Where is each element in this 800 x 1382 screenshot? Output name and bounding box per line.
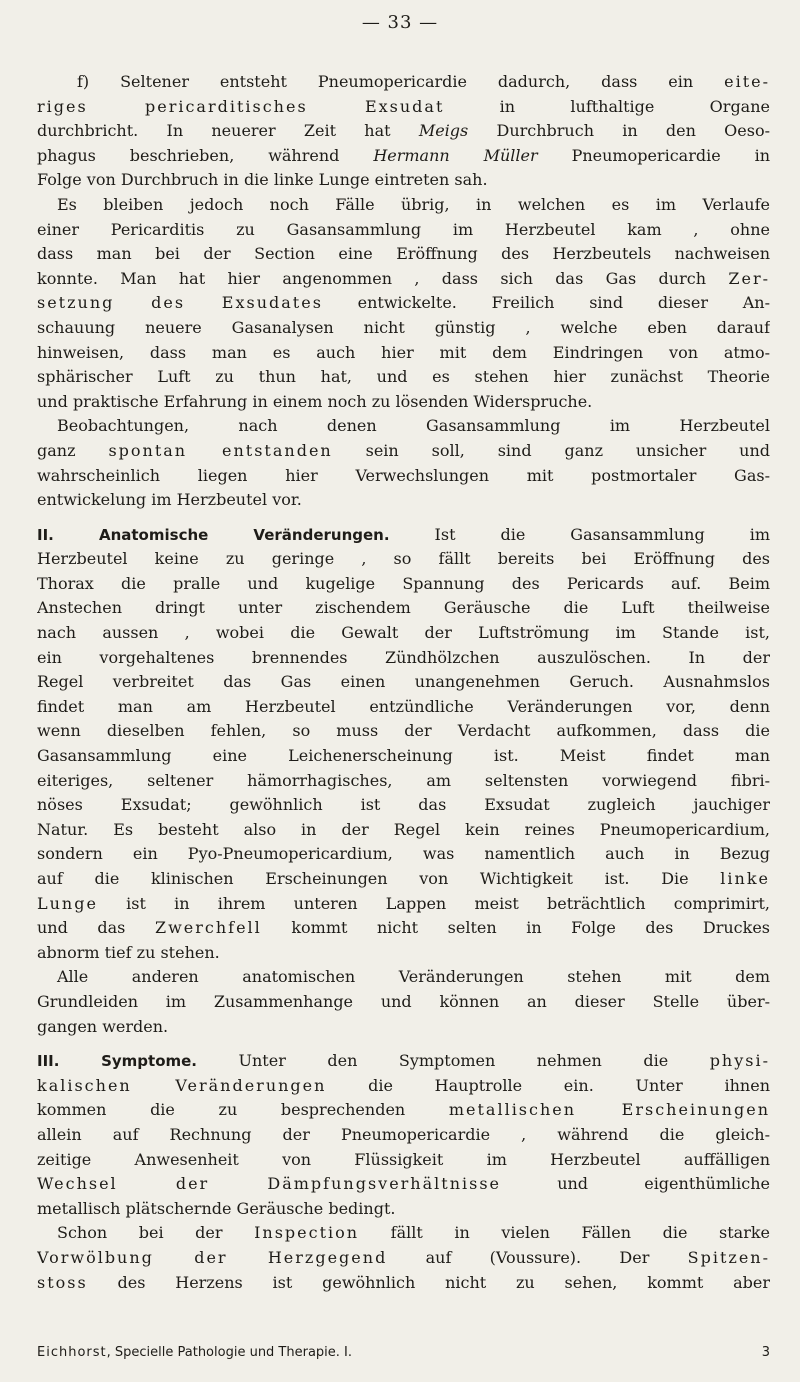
text-line	[37, 464, 770, 489]
text-segment: einer Pericarditis zu Gasansammlung im Herzbeutel kam , ohne	[37, 219, 770, 239]
text-line	[37, 547, 770, 572]
text-segment: Meigs	[418, 121, 469, 141]
text-segment: Grundleiden im Zusammenhange und können an dieser Stelle über-	[37, 991, 770, 1011]
text-line	[37, 1271, 770, 1296]
text-segment: Beobachtungen, nach denen Gasansammlung im Herzbeutel	[57, 416, 770, 436]
text-segment: entwickelung im Herzbeutel vor.	[37, 490, 302, 510]
text-segment: gangen werden.	[37, 1016, 169, 1036]
text-line	[37, 1074, 770, 1099]
text-line	[37, 193, 770, 218]
text-segment: physi-	[709, 1051, 770, 1071]
text-line	[37, 1197, 770, 1222]
text-segment: sphärischer Luft zu thun hat, und es stehen hier zunächst Theorie	[37, 367, 770, 387]
text-segment: Zwerchfell	[154, 918, 262, 938]
text-segment: und praktische Erfahrung in einem noch zu lösenden Widerspruche.	[37, 391, 593, 411]
text-segment: auf die klinischen Erscheinungen von Wichtigkeit ist. Die	[37, 869, 721, 888]
text-line	[37, 488, 770, 513]
text-line	[37, 941, 770, 966]
text-segment: Hermann Müller	[373, 145, 538, 165]
text-line	[37, 242, 770, 267]
text-segment: f) Seltener entsteht Pneumopericardie dadurch, dass ein	[77, 72, 725, 91]
text-line	[37, 646, 770, 671]
text-segment: Gasansammlung eine Leichenerscheinung ist. Meist findet man	[37, 746, 770, 766]
text-segment: des Herzens ist gewöhnlich nicht zu sehen, kommt aber	[87, 1272, 770, 1292]
text-line	[37, 916, 770, 941]
text-line	[37, 267, 770, 292]
text-line	[37, 95, 770, 120]
text-segment: sein soll, sind ganz unsicher und	[332, 440, 770, 460]
text-line	[37, 621, 770, 646]
text-segment: sondern ein Pyo-Pneumopericardium, was namentlich auch in Bezug	[37, 844, 770, 864]
text-line	[37, 965, 770, 990]
text-line	[37, 119, 770, 144]
text-line	[37, 1148, 770, 1173]
text-line	[37, 390, 770, 415]
text-segment: Wechsel der Dämpfungsverhältnisse	[37, 1174, 502, 1194]
text-line	[37, 892, 770, 917]
text-segment: schauung neuere Gasanalysen nicht günstig , welche eben darauf	[37, 317, 770, 337]
text-line	[37, 1049, 770, 1074]
text-line	[37, 1098, 770, 1123]
text-segment: spontan entstanden	[108, 440, 333, 460]
text-segment: zeitige Anwesenheit von Flüssigkeit im Herzbeutel auffälligen	[37, 1149, 770, 1169]
text-line	[37, 1015, 770, 1040]
text-segment: Vorwölbung der Herzgegend	[37, 1247, 388, 1267]
text-line	[37, 341, 770, 366]
text-segment: nach aussen , wobei die Gewalt der Luftströmung im Stande ist,	[37, 623, 770, 643]
text-segment: Herzbeutel keine zu geringe , so fällt bereits bei Eröffnung des	[37, 549, 770, 569]
text-line	[37, 1172, 770, 1197]
text-segment: ist in ihrem unteren Lappen meist beträchtlich comprimirt,	[97, 893, 770, 913]
text-line	[37, 596, 770, 621]
text-segment: Durchbruch in den Oeso-	[468, 121, 770, 141]
text-segment: Spitzen-	[687, 1247, 770, 1267]
body-text	[37, 70, 770, 1295]
text-segment: kommen die zu besprechenden	[37, 1100, 449, 1120]
text-segment: wahrscheinlich liegen hier Verwechslungen mit postmortaler Gas-	[37, 465, 770, 485]
text-line	[37, 842, 770, 867]
text-segment: kommt nicht selten in Folge des Druckes	[261, 918, 770, 938]
text-segment: auf (Voussure). Der	[387, 1247, 688, 1267]
footer-signature: 3	[761, 1345, 770, 1360]
text-segment: Lunge	[37, 893, 98, 913]
section-heading: II. Anatomische Veränderungen.	[37, 525, 390, 544]
text-segment: eiteriges, seltener hämorrhagisches, am seltensten vorwiegend fibri-	[37, 770, 770, 790]
text-segment: phagus beschrieben, während	[37, 145, 374, 165]
text-line	[37, 572, 770, 597]
text-line	[37, 1246, 770, 1271]
text-segment: riges pericarditisches Exsudat	[37, 96, 445, 116]
text-segment: findet man am Herzbeutel entzündliche Veränderungen vor, denn	[37, 696, 770, 716]
text-segment: Folge von Durchbruch in die linke Lunge eintreten sah.	[37, 170, 488, 190]
text-segment: stoss	[37, 1272, 88, 1292]
text-line	[37, 867, 770, 892]
text-segment: dass man bei der Section eine Eröffnung des Herzbeutels nachweisen	[37, 244, 770, 264]
text-line	[37, 769, 770, 794]
text-segment: Thorax die pralle und kugelige Spannung des Pericards auf. Beim	[37, 573, 770, 593]
text-segment: setzung des Exsudates	[37, 293, 323, 313]
text-segment: die Hauptrolle ein. Unter ihnen	[326, 1075, 770, 1095]
text-segment: konnte. Man hat hier angenommen , dass sich das Gas durch	[37, 268, 729, 288]
text-segment: und eigenthümliche	[501, 1174, 770, 1194]
text-segment: metallisch plätschernde Geräusche bedingt.	[37, 1198, 396, 1218]
text-line	[37, 1123, 770, 1148]
text-segment: abnorm tief zu stehen.	[37, 942, 220, 962]
text-line	[37, 414, 770, 439]
page-number: — 33 —	[361, 12, 439, 33]
text-line	[37, 793, 770, 818]
text-line	[37, 168, 770, 193]
text-segment: durchbricht. In neuerer Zeit hat	[37, 121, 419, 141]
text-segment: Ist die Gasansammlung im	[389, 524, 770, 544]
text-line	[37, 439, 770, 464]
footer-author: Eichhorst	[37, 1345, 107, 1360]
text-segment: und das	[37, 918, 155, 938]
footer-title: , Specielle Pathologie und Therapie. I.	[106, 1345, 353, 1360]
text-segment: Alle anderen anatomischen Veränderungen stehen mit dem	[57, 967, 770, 987]
text-segment: in lufthaltige Organe	[444, 96, 770, 116]
footer-citation	[37, 1345, 352, 1360]
section-heading: III. Symptome.	[37, 1052, 198, 1071]
text-segment: Es bleiben jedoch noch Fälle übrig, in welchen es im Verlaufe	[57, 194, 770, 214]
text-segment: Zer-	[728, 268, 770, 288]
text-line	[37, 144, 770, 169]
text-segment: metallischen Erscheinungen	[448, 1100, 770, 1120]
page-footer	[37, 1345, 770, 1360]
text-line	[37, 670, 770, 695]
text-line	[37, 291, 770, 316]
text-segment: hinweisen, dass man es auch hier mit dem Eindringen von atmo-	[37, 342, 770, 362]
text-segment: Schon bei der	[57, 1223, 255, 1243]
text-line	[37, 316, 770, 341]
text-segment: ganz	[37, 440, 109, 460]
text-segment: allein auf Rechnung der Pneumopericardie , während die gleich-	[37, 1124, 770, 1144]
text-segment: Inspection	[254, 1223, 360, 1243]
text-line	[37, 365, 770, 390]
text-line	[37, 1221, 770, 1246]
text-segment: kalischen Veränderungen	[37, 1075, 327, 1095]
text-line	[37, 818, 770, 843]
text-segment: Regel verbreitet das Gas einen unangenehmen Geruch. Ausnahmslos	[37, 672, 770, 692]
text-line	[37, 70, 770, 95]
text-line	[37, 719, 770, 744]
text-line	[37, 523, 770, 548]
text-segment: linke	[720, 869, 770, 888]
text-segment: nöses Exsudat; gewöhnlich ist das Exsudat zugleich jauchiger	[37, 795, 770, 815]
text-line	[37, 695, 770, 720]
text-line	[37, 744, 770, 769]
text-segment: Anstechen dringt unter zischendem Geräusche die Luft theilweise	[37, 598, 770, 618]
text-segment: fällt in vielen Fällen die starke	[359, 1223, 770, 1243]
text-line	[37, 218, 770, 243]
text-segment: ein vorgehaltenes brennendes Zündhölzchen auszulöschen. In der	[37, 647, 770, 667]
text-segment: eite-	[724, 72, 770, 91]
text-segment: Pneumopericardie in	[537, 145, 770, 165]
text-segment: entwickelte. Freilich sind dieser An-	[322, 293, 770, 313]
text-segment: Unter den Symptomen nehmen die	[197, 1051, 710, 1071]
text-segment: Natur. Es besteht also in der Regel kein reines Pneumopericardium,	[37, 819, 770, 839]
text-segment: wenn dieselben fehlen, so muss der Verdacht aufkommen, dass die	[37, 721, 770, 741]
text-line	[37, 990, 770, 1015]
